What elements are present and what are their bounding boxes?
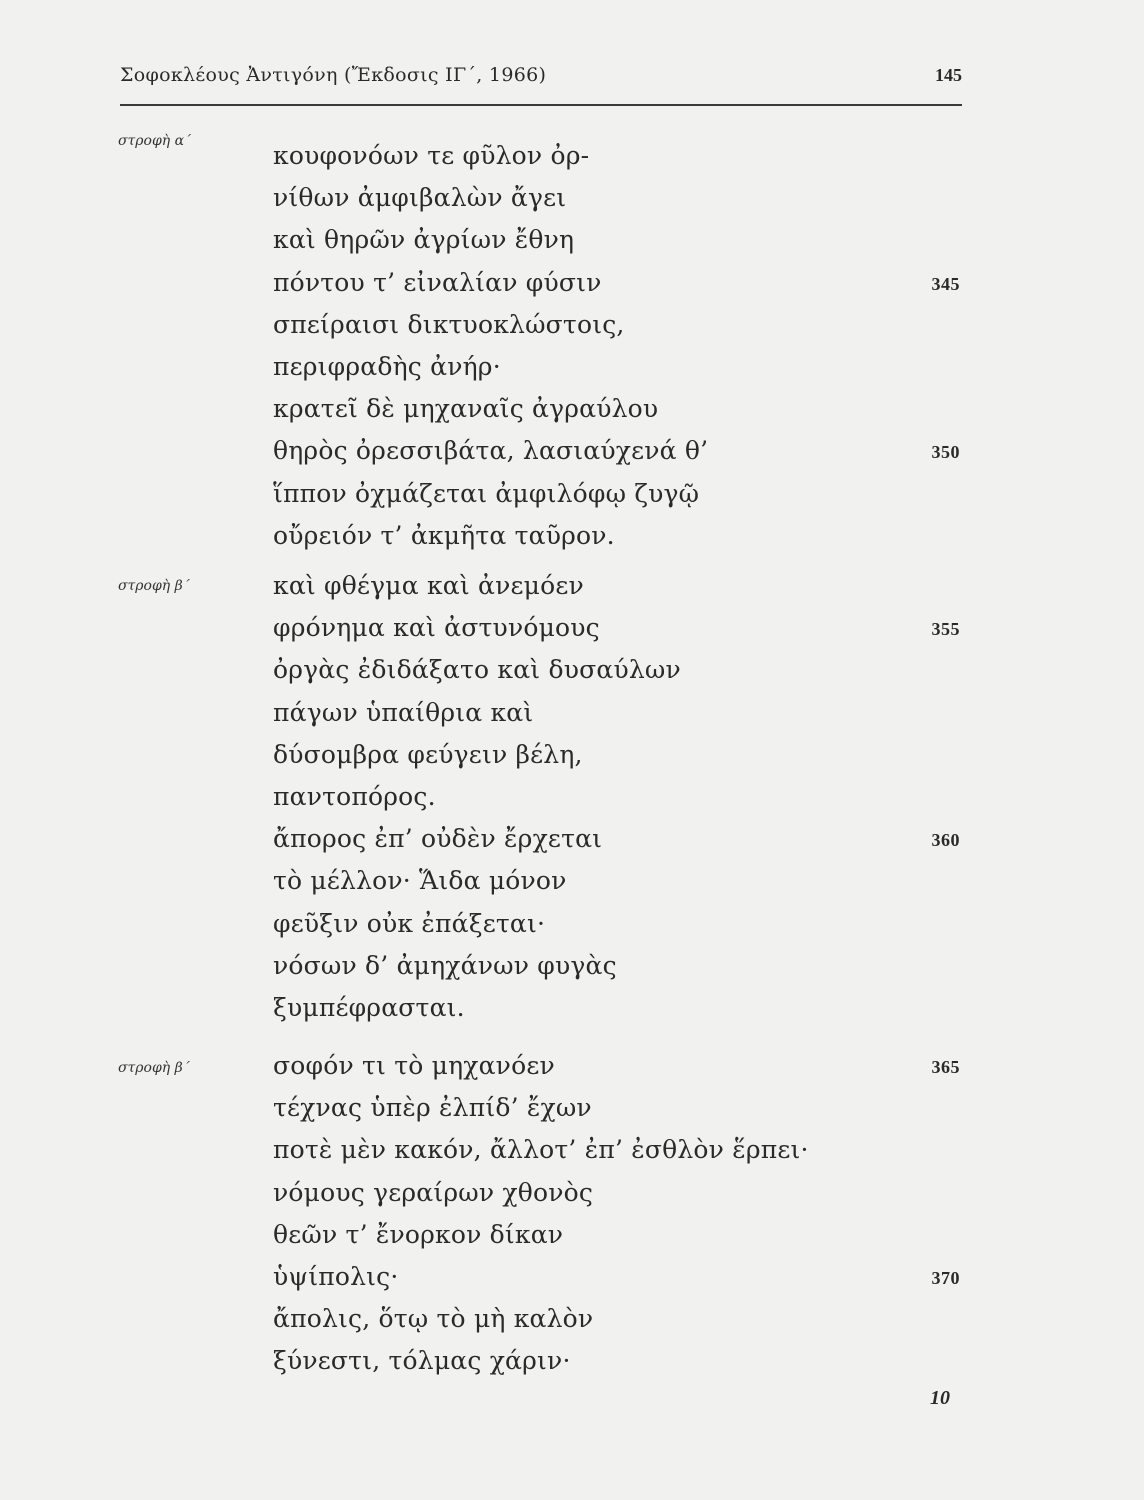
line-number: 370 — [931, 1268, 960, 1288]
signature-mark: 10 — [930, 1387, 950, 1409]
verse-line: ἵππον ὀχμάζεται ἀμφιλόφῳ ζυγῷ — [273, 478, 700, 508]
stanza-label: στροφὴ β΄ — [118, 578, 190, 594]
verse-line: ξυμπέφρασται. — [273, 993, 465, 1022]
line-number: 360 — [931, 830, 960, 851]
verse-line: τέχνας ὑπὲρ ἐλπίδ’ ἔχων — [273, 1093, 592, 1123]
verse-line: πάγων ὑπαίθρια καὶ — [273, 697, 534, 727]
verse-line: ὑψίπολις· — [273, 1262, 399, 1291]
verse-line: νίθων ἀμφιβαλὼν ἄγει — [273, 183, 567, 213]
stanza-label: στροφὴ β΄ — [118, 1060, 190, 1076]
verse-line: κρατεῖ δὲ μηχαναῖς ἀγραύλου — [273, 394, 659, 424]
verse-line: σοφόν τι τὸ μηχανόεν — [273, 1051, 555, 1080]
verse-line: δύσομβρα φεύγειν βέλη, — [273, 739, 583, 769]
line-number: 355 — [931, 619, 960, 640]
verse-line: σπείραισι δικτυοκλώστοις, — [273, 309, 625, 339]
line-number: 350 — [931, 442, 960, 463]
verse-line: τὸ μέλλον· Ἅιδα μόνον — [273, 866, 567, 896]
line-number: 365 — [931, 1057, 960, 1077]
running-header — [120, 64, 962, 106]
verse-line: νόσων δ’ ἀμηχάνων φυγὰς — [273, 950, 617, 980]
verse-line: παντοπόρος. — [273, 782, 436, 811]
verse-line: οὔρειόν τ’ ἀκμῆτα ταῦρον. — [273, 520, 615, 550]
line-number: 345 — [931, 273, 960, 294]
verse-line: κουφονόων τε φῦλον ὀρ- — [273, 141, 590, 170]
verse-line: θεῶν τ’ ἔνορκον δίκαν — [273, 1219, 564, 1249]
verse-line: περιφραδὴς ἀνήρ· — [273, 352, 501, 381]
verse-line: καὶ θηρῶν ἀγρίων ἔθνη — [273, 225, 575, 255]
verse-line: ἄπορος ἐπ’ οὐδὲν ἔρχεται — [273, 824, 603, 854]
verse-line: ἄπολις, ὅτῳ τὸ μὴ καλὸν — [273, 1304, 594, 1334]
verse-line: ξύνεστι, τόλμας χάριν· — [273, 1346, 571, 1376]
page-number: 145 — [935, 65, 962, 85]
verse-line: φεῦξιν οὐκ ἐπάξεται· — [273, 908, 546, 938]
verse-line: νόμους γεραίρων χθονὸς — [273, 1177, 594, 1207]
verse-line: ὀργὰς ἐδιδάξατο καὶ δυσαύλων — [273, 655, 681, 685]
verse-line: φρόνημα καὶ ἀστυνόμους — [273, 613, 600, 643]
verse-line: πόντου τ’ εἰναλίαν φύσιν — [273, 267, 602, 297]
verse-line: ποτὲ μὲν κακόν, ἄλλοτ’ ἐπ’ ἐσθλὸν ἕρπει· — [273, 1135, 809, 1165]
stanza-label: στροφὴ α΄ — [118, 133, 192, 149]
verse-line: καὶ φθέγμα καὶ ἀνεμόεν — [273, 571, 584, 600]
verse-line: θηρὸς ὀρεσσιβάτα, λασιαύχενά θ’ — [273, 436, 709, 466]
header-title: Σοφοκλέους Ἀντιγόνη (Ἔκδοσις ΙΓ΄, 1966) — [120, 64, 547, 86]
